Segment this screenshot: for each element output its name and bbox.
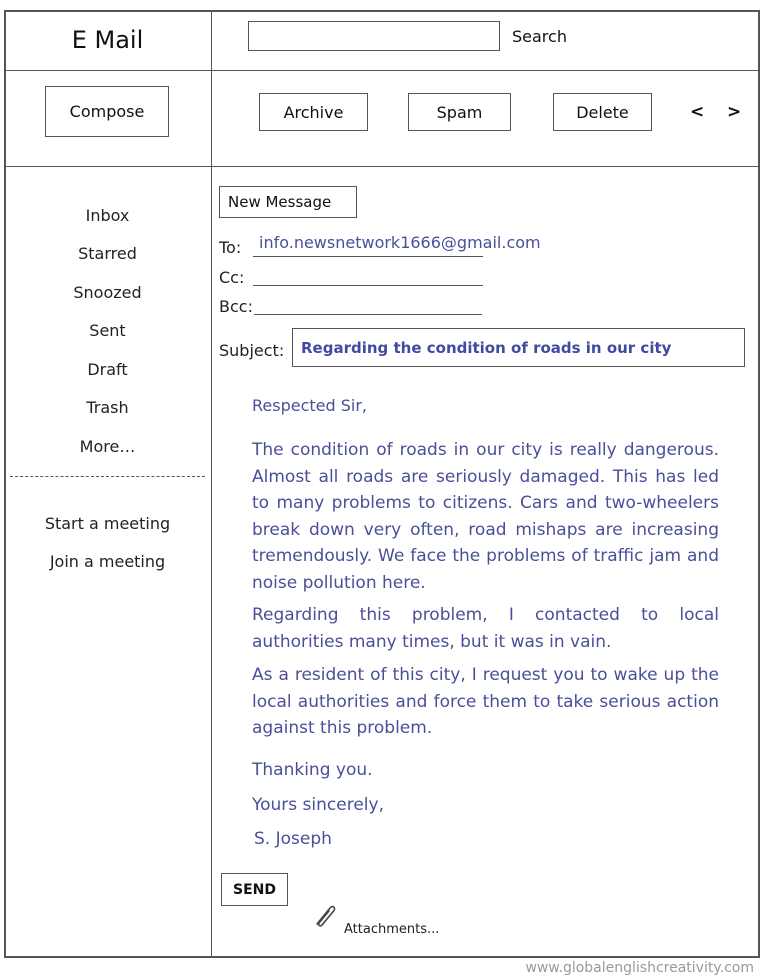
bcc-field[interactable] <box>254 314 482 315</box>
previous-icon[interactable]: < <box>690 102 705 122</box>
watermark: www.globalenglishcreativity.com <box>525 960 754 976</box>
search-input[interactable] <box>248 21 500 51</box>
sidebar-item-start-meeting[interactable]: Start a meeting <box>44 514 171 533</box>
sidebar-item-more[interactable]: More… <box>79 437 136 456</box>
to-input-value[interactable]: info.newsnetwork1666@gmail.com <box>259 233 541 252</box>
attachments-link[interactable]: Attachments... <box>344 922 440 937</box>
salutation: Respected Sir, <box>252 396 367 415</box>
signature-name: S. Joseph <box>254 829 332 849</box>
sidebar-item-join-meeting[interactable]: Join a meeting <box>49 552 166 571</box>
cc-label: Cc: <box>219 268 245 287</box>
archive-button[interactable]: Archive <box>259 93 368 131</box>
body-paragraph-2[interactable]: Regarding this problem, I contacted to local authorities many times, but it was in vain. <box>252 605 719 652</box>
next-icon[interactable]: > <box>727 102 742 122</box>
body-paragraph-3[interactable]: As a resident of this city, I request you to wake up the local authorities and force them to take serious action against this problem. <box>252 665 719 739</box>
sidebar-item-sent[interactable]: Sent <box>89 321 126 340</box>
to-label: To: <box>219 238 242 257</box>
spam-button[interactable]: Spam <box>408 93 511 131</box>
cc-field[interactable] <box>253 285 483 286</box>
sidebar-item-starred[interactable]: Starred <box>78 244 137 263</box>
closing-regards: Yours sincerely, <box>252 795 384 815</box>
send-button[interactable]: SEND <box>221 873 288 906</box>
sidebar-item-draft[interactable]: Draft <box>87 360 128 379</box>
search-button[interactable]: Search <box>512 27 567 46</box>
delete-button[interactable]: Delete <box>553 93 652 131</box>
sidebar-item-inbox[interactable]: Inbox <box>85 206 130 225</box>
sidebar-separator <box>10 476 205 477</box>
subject-input[interactable]: Regarding the condition of roads in our city <box>292 328 745 367</box>
toolbar-divider <box>4 166 760 167</box>
compose-button[interactable]: Compose <box>45 86 169 137</box>
closing-thanks: Thanking you. <box>252 760 373 780</box>
new-message-header: New Message <box>219 186 357 218</box>
sidebar-item-trash[interactable]: Trash <box>86 398 129 417</box>
column-divider <box>211 10 212 958</box>
body-paragraph-1[interactable]: The condition of roads in our city is really dangerous. Almost all roads are seriously damaged. This has led to many problems to citizens. Cars and two-wheelers break down very often, road mishaps are increasing tremendously. We face the problems of traffic jam and noise pollution here. <box>252 440 719 593</box>
bcc-label: Bcc: <box>219 297 253 316</box>
subject-label: Subject: <box>219 341 285 360</box>
header-divider <box>4 70 760 71</box>
to-field[interactable] <box>253 256 483 257</box>
sidebar-item-snoozed[interactable]: Snoozed <box>73 283 142 302</box>
app-title: E Mail <box>71 26 144 54</box>
paperclip-icon[interactable] <box>309 900 339 934</box>
